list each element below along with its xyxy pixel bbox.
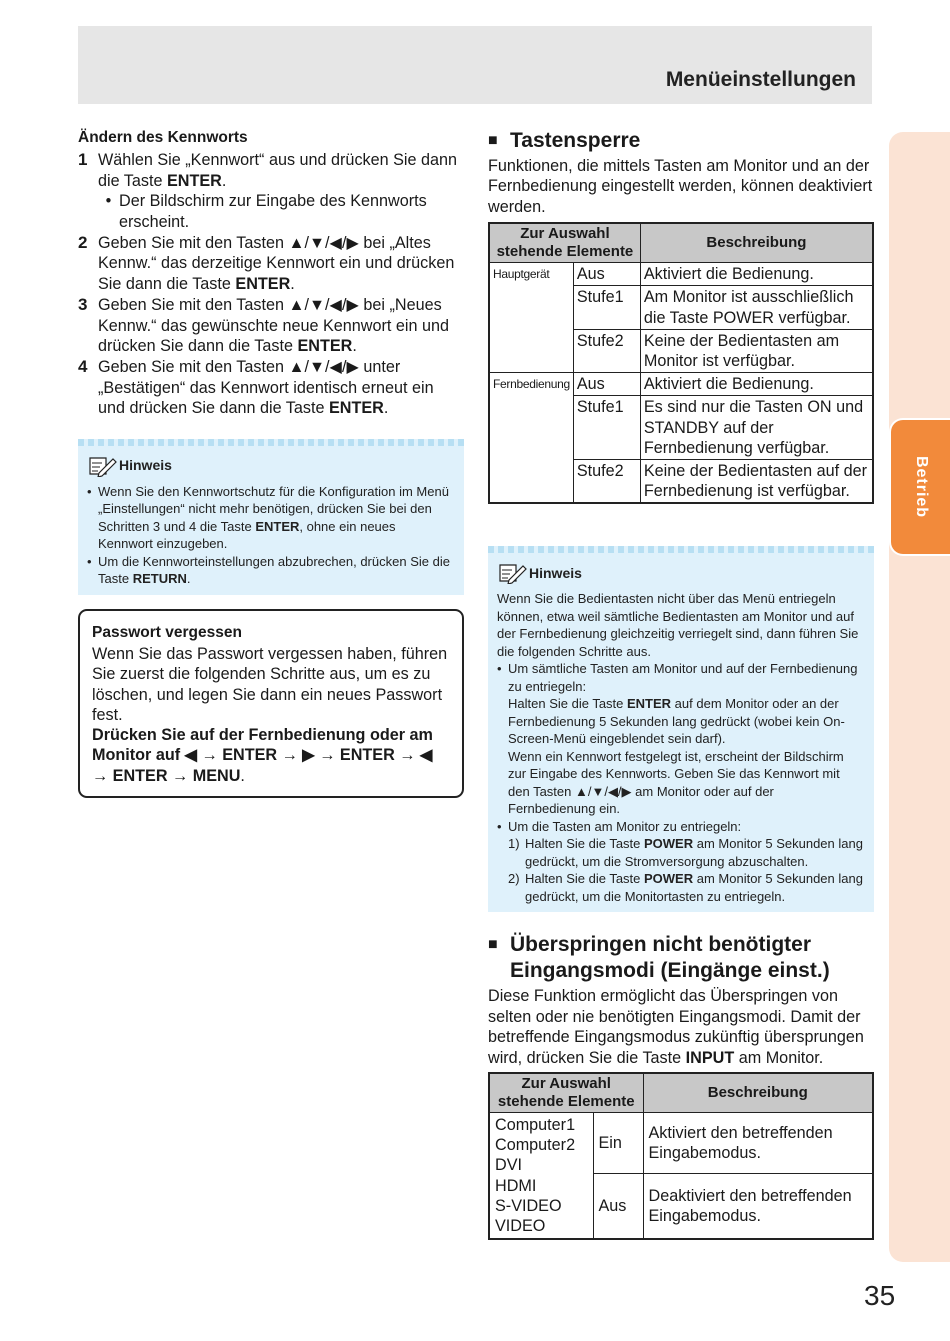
note-item-step [508, 695, 864, 748]
square-bullet-icon: ■ [488, 936, 498, 954]
step-text [98, 150, 464, 232]
option-cell: Stufe2 [573, 329, 640, 372]
description-cell: Keine der Bedientasten am Monitor ist verfügbar. [640, 329, 873, 372]
step-text-post: . [221, 171, 227, 190]
section-skip-inputs-title [488, 932, 874, 984]
note-item [497, 660, 864, 818]
note-intro: Wenn Sie die Bedientasten nicht über das Menü entriegeln können, etwa weil sämtliche Bedientasten am Monitor und auf der Fernbedienung gleichzeitig verriegelt sind, dann führen Sie die folgenden Schritte aus. [497, 591, 859, 659]
step-4 [78, 357, 464, 418]
step-text [98, 295, 464, 356]
bullet-dot: • [105, 192, 112, 211]
step-key: ENTER [297, 337, 353, 356]
square-bullet-icon: ■ [488, 132, 498, 149]
password-change-heading: Ändern des Kennworts [78, 129, 248, 146]
substep-text [525, 870, 864, 905]
input-list-cell [489, 1113, 593, 1240]
step-text-post: . [352, 337, 357, 356]
note-text-post: , ohne ein neues Kennwort einzugeben. [98, 518, 396, 552]
step-bullet [98, 191, 464, 232]
step-3 [78, 295, 464, 356]
step-text-pre: Geben Sie mit den Tasten ▲/▼/◀/▶ bei „Altes Kennw.“ das derzeitige Kennwort ein und drücken Sie dann die Taste [98, 234, 455, 293]
forgotten-password-text: Wenn Sie das Passwort vergessen haben, führen Sie zuerst die folgenden Schritte aus, um es zu löschen, und legen Sie dann ein neues Passwort fest. [92, 644, 448, 724]
note-text-pre: Halten Sie die Taste [525, 836, 644, 852]
note-key: ENTER [627, 696, 672, 712]
table-row [489, 263, 873, 286]
skip-inputs-intro [488, 986, 874, 1068]
description-cell: Aktiviert die Bedienung. [640, 373, 873, 396]
substep-number: 2) [508, 871, 520, 887]
forgotten-password-instruction [92, 725, 450, 786]
note-text-pre: Halten Sie die Taste [525, 871, 644, 887]
input-item: Computer2 [495, 1136, 576, 1155]
table-header-description: Beschreibung [640, 223, 873, 263]
option-cell: Stufe2 [573, 460, 640, 504]
key-lock-table [488, 222, 874, 504]
input-item: HDMI [495, 1176, 537, 1195]
step-number: 3 [78, 295, 88, 315]
note-box-password [78, 439, 464, 595]
page-number: 35 [864, 1280, 896, 1311]
step-text-pre: Geben Sie mit den Tasten ▲/▼/◀/▶ unter „Bestätigen“ das Kennwort identisch erneut ein und drücken Sie dann die Taste [98, 358, 434, 418]
option-cell: Ein [593, 1113, 643, 1174]
step-text [98, 233, 464, 294]
table-row [489, 1113, 873, 1174]
note-text-post: am Monitor 5 Sekunden lang gedrückt, um die Stromversorgung abzuschalten. [525, 836, 863, 869]
note-item-text [98, 483, 454, 553]
table-header-elements: Zur Auswahl stehende Elemente [489, 1073, 643, 1113]
note-item-text [98, 553, 454, 588]
instruction-post: . [240, 766, 245, 785]
note-header [497, 562, 864, 584]
section-key-lock-title [488, 128, 874, 154]
note-key: ENTER [255, 518, 300, 534]
bullet-dot: • [497, 818, 502, 834]
description-cell: Keine der Bedientasten auf der Fernbedienung ist verfügbar. [640, 460, 873, 504]
title-line-1: Überspringen nicht benötigter [510, 933, 812, 957]
note-item-head: Um sämtliche Tasten am Monitor und auf der Fernbedienung zu entriegeln: [508, 661, 858, 694]
note-item [87, 553, 454, 588]
note-title: Hinweis [529, 564, 582, 581]
option-cell: Aus [593, 1174, 643, 1240]
group-label: Fernbedienung [489, 373, 573, 504]
description-cell: Es sind nur die Tasten ON und STANDBY auf der Fernbedienung verfügbar. [640, 396, 873, 460]
step-1 [78, 150, 464, 232]
bullet-dot: • [87, 553, 92, 569]
input-item: VIDEO [495, 1217, 546, 1236]
side-tab-betrieb[interactable] [889, 418, 950, 556]
note-text-pre: Halten Sie die Taste [508, 696, 627, 712]
input-item: S-VIDEO [495, 1196, 562, 1215]
description-cell: Am Monitor ist ausschließlich die Taste POWER verfügbar. [640, 286, 873, 329]
key-lock-intro: Funktionen, die mittels Tasten am Monitor und an der Fernbedienung eingestellt werden, können deaktiviert werden. [488, 157, 873, 216]
note-text-pre: Wenn Sie den Kennwortschutz für die Konfiguration im Menü „Einstellungen“ nicht mehr benötigen, drücken Sie bei den Schritten 3 und 4 die Taste [98, 483, 449, 534]
step-text-post: . [383, 399, 389, 418]
step-key: ENTER [235, 274, 291, 293]
note-substep [508, 835, 864, 870]
right-column [488, 128, 874, 1240]
note-item [497, 818, 864, 906]
note-text-post: auf dem Monitor oder an der Fernbedienung 5 Sekunden lang gedrückt (wobei kein On-Screen-Menü eingeblendet sein darf). [508, 696, 845, 747]
page-title: Menüeinstellungen [665, 68, 856, 91]
header-band [78, 26, 872, 104]
option-cell: Stufe1 [573, 286, 640, 329]
table-header-row [489, 1073, 873, 1113]
note-key: POWER [644, 871, 694, 887]
note-text-post: am Monitor 5 Sekunden lang gedrückt, um die Monitortasten zu entriegeln. [525, 871, 863, 904]
step-number: 4 [78, 357, 88, 377]
forgotten-password-box [78, 609, 464, 798]
note-title: Hinweis [119, 456, 172, 473]
bullet-dot: • [87, 483, 92, 499]
note-item-head: Um die Tasten am Monitor zu entriegeln: [508, 818, 742, 834]
group-label: Hauptgerät [489, 263, 573, 373]
description-cell: Deaktiviert den betreffenden Eingabemodus. [643, 1174, 873, 1240]
step-text-pre: Wählen Sie „Kennwort“ aus und drücken Sie dann die Taste [98, 151, 458, 190]
note-box-key-lock [488, 546, 874, 912]
option-cell: Aus [573, 263, 640, 286]
substep-number: 1) [508, 836, 520, 852]
table-header-elements: Zur Auswahl stehende Elemente [489, 223, 640, 263]
step-key: ENTER [329, 399, 384, 418]
step-number: 2 [78, 233, 88, 253]
input-skip-table [488, 1072, 874, 1240]
note-item-body [508, 818, 864, 906]
note-text-post: . [186, 571, 191, 587]
step-text [98, 357, 464, 418]
step-2 [78, 233, 464, 294]
side-strip [889, 132, 950, 1262]
bullet-dot: • [497, 661, 502, 677]
bullet-text: Der Bildschirm zur Eingabe des Kennworts erscheint. [119, 192, 427, 231]
step-key: ENTER [167, 171, 222, 190]
pencil-note-icon [497, 562, 527, 584]
description-cell: Aktiviert den betreffenden Eingabemodus. [643, 1113, 873, 1174]
forgotten-password-title: Passwort vergessen [92, 623, 242, 641]
section-title-text: Tastensperre [510, 129, 641, 152]
intro-pre: Diese Funktion ermöglicht das Überspringen von selten oder nie benötigten Eingangsmodi. Damit der betreffende Eingangsmodus zukünftig übersprungen wird, drücken Sie die Taste [488, 987, 864, 1067]
step-text-pre: Geben Sie mit den Tasten ▲/▼/◀/▶ bei „Neues Kennw.“ das gewünschte neue Kennwort ein und drücken Sie dann die Taste [98, 296, 449, 356]
note-key: POWER [644, 836, 694, 852]
note-header [87, 455, 454, 477]
intro-post: am Monitor. [734, 1048, 824, 1067]
note-text-pre: Um die Kennworteinstellungen abzubrechen, drücken Sie die Taste [98, 553, 450, 587]
note-item-body [508, 660, 864, 818]
intro-key: INPUT [685, 1048, 735, 1067]
step-number: 1 [78, 150, 88, 170]
description-cell: Aktiviert die Bedienung. [640, 263, 873, 286]
table-header-row [489, 223, 873, 263]
table-row [489, 373, 873, 396]
section-title-text [510, 932, 830, 984]
option-cell: Aus [573, 373, 640, 396]
side-tab-label: Betrieb [912, 455, 930, 519]
substep-text [525, 835, 864, 870]
note-substep [508, 870, 864, 905]
step-text-post: . [290, 274, 295, 293]
instruction-bold: Drücken Sie auf der Fernbedienung oder am Monitor auf ◀ → ENTER → ▶ → ENTER → ◀ → ENTER → MENU [92, 726, 433, 785]
note-key: RETURN [132, 571, 187, 587]
input-item: DVI [495, 1156, 522, 1175]
pencil-note-icon [87, 455, 117, 477]
left-column [78, 128, 464, 798]
note-item [87, 483, 454, 553]
option-cell: Stufe1 [573, 396, 640, 460]
input-item: Computer1 [495, 1116, 576, 1135]
table-header-description: Beschreibung [643, 1073, 873, 1113]
title-line-2: Eingangsmodi (Eingänge einst.) [510, 959, 830, 983]
note-item-extra: Wenn ein Kennwort festgelegt ist, erscheint der Bildschirm zur Eingabe des Kennworts. Geben Sie das Kennwort mit den Tasten ▲/▼/◀/▶ am Monitor oder auf der Fernbedienung ein. [508, 748, 844, 817]
